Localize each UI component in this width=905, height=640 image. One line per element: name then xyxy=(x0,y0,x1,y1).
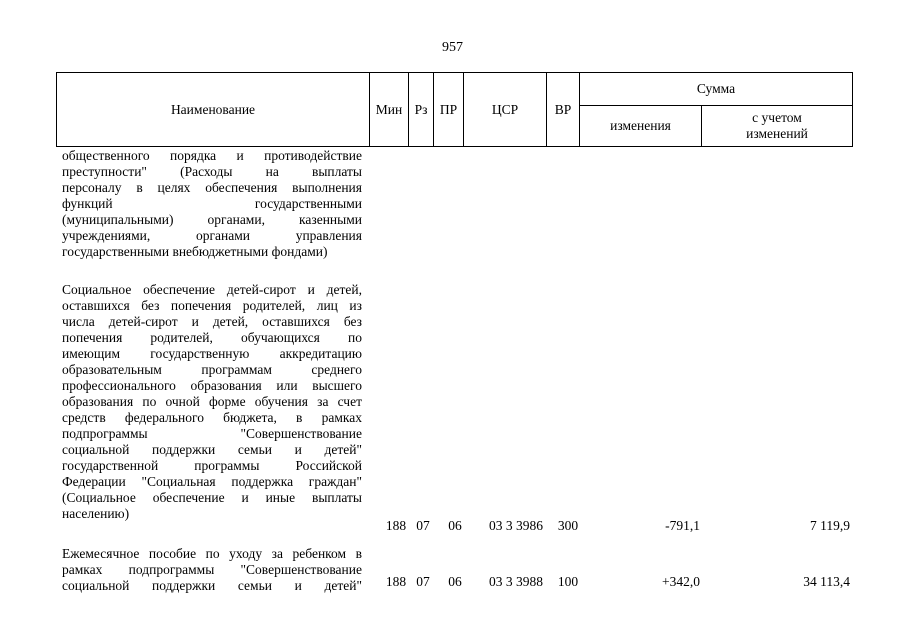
cell-total: 7 119,9 xyxy=(810,518,850,533)
row-name-line: социальной поддержки семьи и детей" xyxy=(62,442,362,457)
row-name-line: общественного порядка и противодействие xyxy=(62,148,362,163)
column-header-total-line1: с учетом xyxy=(752,110,802,125)
cell-csr: 03 3 3986 xyxy=(489,518,543,533)
row-name-line: попечения родителей, обучающихся по xyxy=(62,330,362,345)
row-name-line: преступности" (Расходы на выплаты xyxy=(62,164,362,179)
row-name-line: подпрограммы "Совершенствование xyxy=(62,426,362,441)
row-name-line: населению) xyxy=(62,506,130,521)
cell-pr: 06 xyxy=(448,518,462,533)
row-name-line: числа детей-сирот и детей, оставшихся без xyxy=(62,314,362,329)
cell-total: 34 113,4 xyxy=(803,574,850,589)
row-name-line: профессионального образования или высшего xyxy=(62,378,362,393)
row-name-line: (муниципальными) органами, казенными xyxy=(62,212,362,227)
column-header-min: Мин xyxy=(370,73,409,147)
column-header-total-line2: изменений xyxy=(746,126,808,141)
row-name xyxy=(62,546,362,594)
row-name-line: оставшихся без попечения родителей, лиц из xyxy=(62,298,362,313)
row-name-line: учреждениями, органами управления xyxy=(62,228,362,243)
column-header-name: Наименование xyxy=(57,73,370,147)
row-name-line: социальной поддержки семьи и детей" xyxy=(62,578,362,593)
cell-pr: 06 xyxy=(448,574,462,589)
row-name-line: образовательным программам среднего xyxy=(62,362,362,377)
column-header-sum: Сумма xyxy=(580,73,853,106)
row-name-line: образования по очной форме обучения за счет xyxy=(62,394,362,409)
row-name-line: государственными внебюджетными фондами) xyxy=(62,244,328,259)
cell-change: -791,1 xyxy=(665,518,700,533)
row-name-line: государственной программы Российской xyxy=(62,458,362,473)
row-name-line: Ежемесячное пособие по уходу за ребенком в xyxy=(62,546,362,561)
column-header-vr: ВР xyxy=(547,73,580,147)
cell-min: 188 xyxy=(385,518,407,533)
cell-min: 188 xyxy=(385,574,407,589)
column-header-total xyxy=(702,106,853,147)
row-name-line: Федерации "Социальная поддержка граждан" xyxy=(62,474,362,489)
row-name-line: рамках подпрограммы "Совершенствование xyxy=(62,562,362,577)
cell-change: +342,0 xyxy=(662,574,700,589)
cell-csr: 03 3 3988 xyxy=(489,574,543,589)
row-name-line: персоналу в целях обеспечения выполнения xyxy=(62,180,362,195)
row-name-line: (Социальное обеспечение и иные выплаты xyxy=(62,490,362,505)
column-header-rz: Рз xyxy=(409,73,434,147)
cell-vr: 300 xyxy=(557,518,579,533)
cell-rz: 07 xyxy=(416,518,430,533)
column-header-pr: ПР xyxy=(434,73,464,147)
row-name-line: средств федерального бюджета, в рамках xyxy=(62,410,362,425)
row-name-line: имеющим государственную аккредитацию xyxy=(62,346,362,361)
row-name-line: функций государственными xyxy=(62,196,362,211)
column-header-csr: ЦСР xyxy=(464,73,547,147)
row-name xyxy=(62,148,362,260)
cell-rz: 07 xyxy=(416,574,430,589)
cell-vr: 100 xyxy=(557,574,579,589)
page-number: 957 xyxy=(442,40,463,55)
row-name-line: Социальное обеспечение детей-сирот и детей, xyxy=(62,282,362,297)
table-header xyxy=(56,72,853,147)
column-header-change: изменения xyxy=(580,106,702,147)
row-name xyxy=(62,282,362,522)
